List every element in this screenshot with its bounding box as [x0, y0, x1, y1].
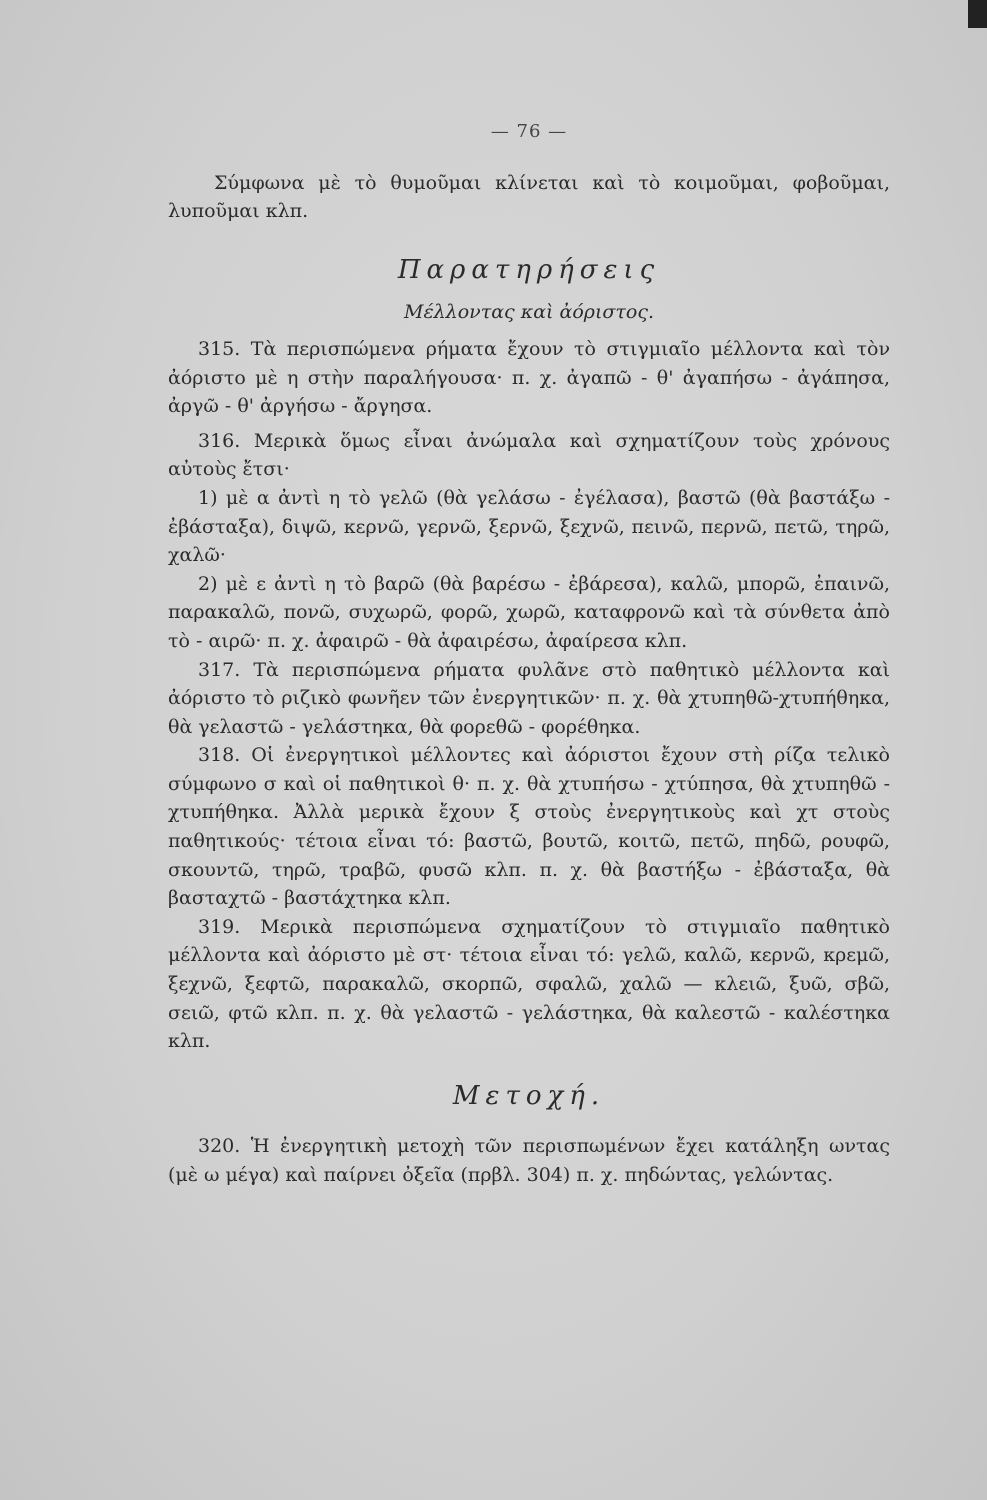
heading-observations: Παρατηρήσεις	[397, 254, 661, 285]
subheading-tenses: Μέλλοντας καὶ ἀόριστος.	[403, 301, 654, 324]
heading-participle: Μετοχή.	[452, 1080, 606, 1111]
page-text	[168, 118, 890, 1190]
scan-edge-mark	[968, 0, 987, 28]
intro-paragraph: Σύμφωνα μὲ τὸ θυμοῦμαι κλίνεται καὶ τὸ κοιμοῦμαι, φοβοῦμαι, λυποῦμαι κλπ.	[168, 171, 890, 223]
paragraph-317: 317. Τὰ περισπώμενα ρήματα φυλᾶνε στὸ παθητικὸ μέλλοντα καὶ ἀόριστο τὸ ριζικὸ φωνῆεν τῶν ἐνεργητικῶν· π. χ. θὰ χτυπηθῶ-χτυπήθηκα, θὰ γελαστῶ - γελάστηκα, θὰ φορεθῶ - φορέθηκα.	[168, 658, 890, 738]
paragraph-316: 316. Μερικὰ ὅμως εἶναι ἀνώμαλα καὶ σχηματίζουν τοὺς χρόνους αὐτοὺς ἔτσι·	[168, 429, 890, 481]
page-number: — 76 —	[490, 121, 568, 142]
list-item-2: 2) μὲ ε ἀντὶ η τὸ βαρῶ (θὰ βαρέσω - ἐβάρεσα), καλῶ, μπορῶ, ἐπαινῶ, παρακαλῶ, πονῶ, συχωρῶ, φορῶ, χωρῶ, καταφρονῶ καὶ τὰ σύνθετα ἀπὸ τὸ - αιρῶ· π. χ. ἀφαιρῶ - θὰ ἀφαιρέσω, ἀφαίρεσα κλπ.	[168, 572, 890, 652]
paragraph-315: 315. Τὰ περισπώμενα ρήματα ἔχουν τὸ στιγμιαῖο μέλλοντα καὶ τὸν ἀόριστο μὲ η στὴν παραλήγουσα· π. χ. ἀγαπῶ - θ' ἀγαπήσω - ἀγάπησα, ἀργῶ - θ' ἀργήσω - ἄργησα.	[168, 337, 890, 418]
paragraph-319: 319. Μερικὰ περισπώμενα σχηματίζουν τὸ στιγμιαῖο παθητικὸ μέλλοντα καὶ ἀόριστο μὲ στ· τέτοια εἶναι τό: γελῶ, καλῶ, κερνῶ, κρεμῶ, ξεχνῶ, ξεφτῶ, παρακαλῶ, σκορπῶ, σφαλῶ, χαλῶ — κλειῶ, ξυῶ, σβῶ, σειῶ, φτῶ κλπ. π. χ. θὰ γελαστῶ - γελάστηκα, θὰ καλεστῶ - καλέστηκα κλπ.	[168, 915, 890, 1053]
paragraph-320: 320. Ἡ ἐνεργητικὴ μετοχὴ τῶν περισπωμένων ἔχει κατάληξη ωντας (μὲ ω μέγα) καὶ παίρνει ὀξεῖα (πρβλ. 304) π. χ. πηδώντας, γελώντας.	[168, 1135, 890, 1186]
paragraph-318: 318. Οἱ ἐνεργητικοὶ μέλλοντες καὶ ἀόριστοι ἔχουν στὴ ρίζα τελικὸ σύμφωνο σ καὶ οἱ παθητικοὶ θ· π. χ. θὰ χτυπήσω - χτύπησα, θὰ χτυπηθῶ - χτυπήθηκα. Ἀλλὰ μερικὰ ἔχουν ξ στοὺς ἐνεργητικοὺς καὶ χτ στοὺς παθητικούς· τέτοια εἶναι τό: βαστῶ, βουτῶ, κοιτῶ, πετῶ, πηδῶ, ρουφῶ, σκουντῶ, τηρῶ, τραβῶ, φυσῶ κλπ. π. χ. θὰ βαστήξω - ἐβάσταξα, θὰ βασταχτῶ - βαστάχτηκα κλπ.	[168, 744, 890, 910]
list-item-1: 1) μὲ α ἀντὶ η τὸ γελῶ (θὰ γελάσω - ἐγέλασα), βαστῶ (θὰ βαστάξω - ἐβάσταξα), διψῶ, κερνῶ, γερνῶ, ξερνῶ, ξεχνῶ, πεινῶ, περνῶ, πετῶ, τηρῶ, χαλῶ·	[168, 486, 890, 567]
